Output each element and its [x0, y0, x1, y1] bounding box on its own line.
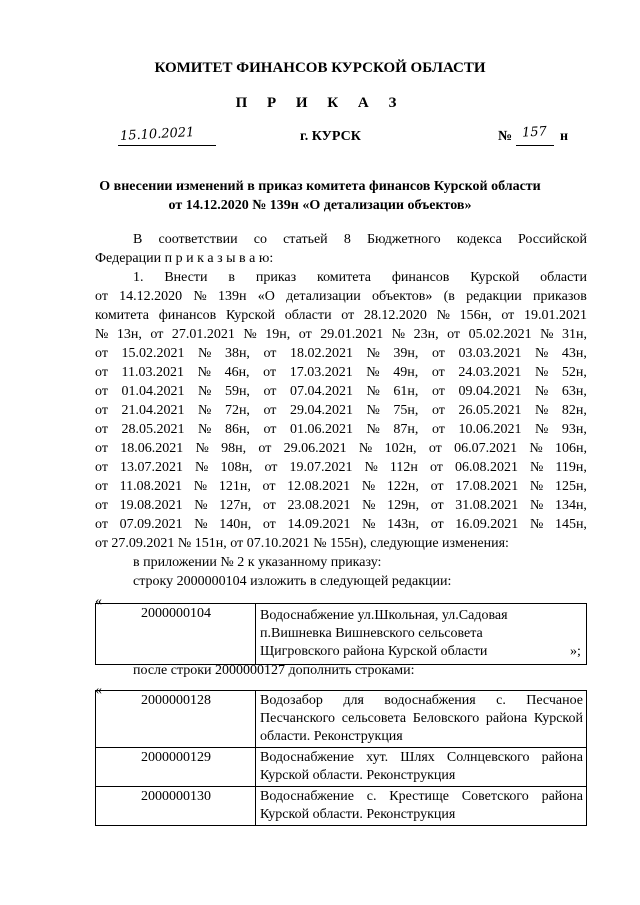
- word: от: [263, 346, 277, 361]
- word: 01.04.2021: [121, 384, 185, 399]
- word: 1.: [133, 270, 144, 285]
- word: 14.09.2021: [287, 517, 351, 532]
- body-line-6: [95, 327, 587, 346]
- word: 11.08.2021: [119, 479, 183, 494]
- word: области: [540, 270, 587, 285]
- word: Внести: [164, 270, 208, 285]
- word: 156н,: [459, 308, 492, 323]
- word: №: [198, 384, 212, 399]
- word: 07.04.2021: [289, 384, 353, 399]
- word: от: [431, 403, 445, 418]
- word: кодекса: [456, 232, 502, 247]
- word: от: [95, 460, 108, 475]
- word: 18.06.2021: [120, 441, 184, 456]
- word: 19н,: [265, 327, 291, 342]
- title-line-1: О внесении изменений в приказ комитета финансов Курской области: [99, 179, 541, 194]
- word: 122н,: [386, 479, 419, 494]
- word: 127н,: [219, 498, 252, 513]
- word: 17.08.2021: [455, 479, 519, 494]
- word: 38н,: [224, 346, 250, 361]
- word: 46н,: [224, 365, 250, 380]
- number-underline: [516, 145, 554, 146]
- word: комитета: [316, 270, 371, 285]
- word: от: [262, 498, 276, 513]
- word: 28.05.2021: [121, 422, 185, 437]
- word: №: [535, 384, 549, 399]
- word: 23н,: [413, 327, 439, 342]
- word: №: [366, 346, 380, 361]
- word: №: [436, 308, 450, 323]
- word: (в: [443, 289, 455, 304]
- word: от: [95, 365, 108, 380]
- word: 106н,: [554, 441, 587, 456]
- word: 108н,: [220, 460, 253, 475]
- word: 16.09.2021: [455, 517, 519, 532]
- word: приказов: [533, 289, 587, 304]
- word: от: [95, 498, 108, 513]
- body-line-16: [95, 517, 587, 536]
- word: от: [263, 422, 277, 437]
- word: от: [95, 517, 108, 532]
- word: Бюджетного: [366, 232, 441, 247]
- word: 15.02.2021: [121, 346, 185, 361]
- word: от: [263, 384, 277, 399]
- table-cell-description: Водозабор для водоснабжения с. Песчаное Песчанского сельсовета Беловского района Курской области. Реконструкция: [256, 691, 587, 748]
- word: от: [150, 327, 164, 342]
- word: от: [430, 498, 444, 513]
- word: от: [95, 289, 108, 304]
- word: №: [195, 460, 209, 475]
- word: от: [431, 346, 445, 361]
- word: в: [228, 270, 235, 285]
- word: 06.07.2021: [454, 441, 518, 456]
- word: от: [298, 327, 312, 342]
- word: 102н,: [384, 441, 417, 456]
- table-row: [96, 748, 587, 787]
- body-line-11: [95, 422, 587, 441]
- word: Курской: [470, 270, 520, 285]
- word: №: [366, 403, 380, 418]
- word: от: [263, 365, 277, 380]
- word: от: [501, 308, 515, 323]
- body-line-13: [95, 460, 587, 479]
- body-line-7: [95, 346, 587, 365]
- word: №: [361, 479, 376, 494]
- word: 29.04.2021: [289, 403, 353, 418]
- word: 121н,: [218, 479, 251, 494]
- word: №: [391, 327, 406, 342]
- table-cell-code: 2000000104: [96, 604, 256, 665]
- word: от: [264, 460, 278, 475]
- word: №: [529, 498, 544, 513]
- word: 52н,: [561, 365, 587, 380]
- word: соответствии: [158, 232, 238, 247]
- table-cell-code: 2000000129: [96, 748, 256, 787]
- word: от: [447, 327, 461, 342]
- word: Курской: [225, 308, 276, 323]
- word: 05.02.2021: [468, 327, 532, 342]
- body-line-9: [95, 384, 587, 403]
- word: №: [366, 422, 380, 437]
- word: со: [253, 232, 267, 247]
- word: 09.04.2021: [458, 384, 522, 399]
- body-line-17: от 27.09.2021 № 151н, от 07.10.2021 № 155н), следующие изменения:: [95, 536, 509, 551]
- word: В: [133, 232, 143, 247]
- word: 01.06.2021: [289, 422, 353, 437]
- word: 21.04.2021: [121, 403, 185, 418]
- word: №: [529, 460, 544, 475]
- word: от: [95, 479, 108, 494]
- word: 139н: [218, 289, 247, 304]
- word: 06.08.2021: [454, 460, 518, 475]
- committee-heading: КОМИТЕТ ФИНАНСОВ КУРСКОЙ ОБЛАСТИ: [154, 60, 486, 76]
- word: 61н,: [393, 384, 419, 399]
- word: детализации: [286, 289, 361, 304]
- word: №: [243, 327, 257, 342]
- word: №: [529, 479, 544, 494]
- body-line-15: [95, 498, 587, 517]
- word: №: [194, 517, 208, 532]
- word: 31н,: [561, 327, 587, 342]
- word: 72н,: [224, 403, 250, 418]
- body-line-8: [95, 365, 587, 384]
- word: 134н,: [554, 498, 587, 513]
- word: 112н: [389, 460, 418, 475]
- word: 63н,: [561, 384, 587, 399]
- body-line-2: Федерации п р и к а з ы в а ю:: [95, 251, 274, 266]
- word: №: [540, 327, 554, 342]
- body-line-10: [95, 403, 587, 422]
- word: от: [430, 479, 444, 494]
- word: 07.09.2021: [119, 517, 183, 532]
- body-line-5: [95, 308, 587, 327]
- word: от: [95, 441, 108, 456]
- table-row: [96, 787, 587, 826]
- word: от: [430, 517, 444, 532]
- word: 24.03.2021: [458, 365, 522, 380]
- word: 119н,: [555, 460, 587, 475]
- word: №: [193, 479, 208, 494]
- word: от: [95, 346, 108, 361]
- body-line-3-words: [133, 270, 587, 289]
- handwritten-date: 15.10.2021: [119, 125, 195, 144]
- word: от: [262, 479, 276, 494]
- table-cell-code: 2000000130: [96, 787, 256, 826]
- word: 59н,: [224, 384, 250, 399]
- word: №: [535, 403, 549, 418]
- word: 145н,: [554, 517, 587, 532]
- word: №: [198, 346, 212, 361]
- word: 12.08.2021: [287, 479, 351, 494]
- word: 13н,: [116, 327, 142, 342]
- word: №: [535, 422, 549, 437]
- body-line-1: [133, 232, 587, 251]
- word: от: [258, 441, 272, 456]
- table-cell-description: Водоснабжение хут. Шлях Солнцевского района Курской области. Реконструкция: [256, 748, 587, 787]
- word: 19.08.2021: [119, 498, 183, 513]
- word: 28.12.2020: [363, 308, 427, 323]
- table-row: [96, 604, 587, 665]
- word: финансов: [158, 308, 217, 323]
- quote-open-2: «: [95, 683, 102, 698]
- word: от: [431, 422, 445, 437]
- word: от: [95, 403, 108, 418]
- word: 31.08.2021: [455, 498, 519, 513]
- word: №: [529, 441, 543, 456]
- word: от: [263, 403, 277, 418]
- quote-close: »;: [570, 644, 581, 659]
- desc-line-1: Водоснабжение ул.Школьная, ул.Садовая: [260, 608, 508, 623]
- word: №: [366, 384, 380, 399]
- word: №: [535, 346, 549, 361]
- body-line-12: [95, 441, 587, 460]
- word: 29.01.2021: [320, 327, 384, 342]
- word: редакции: [466, 289, 522, 304]
- word: финансов: [391, 270, 450, 285]
- addition-table: [95, 690, 587, 826]
- word: статьей: [283, 232, 328, 247]
- after-row-text: после строки 2000000127 дополнить строками:: [133, 663, 415, 678]
- table-cell-description: Водоснабжение с. Крестище Советского района Курской области. Реконструкция: [256, 787, 587, 826]
- word: 143н,: [387, 517, 420, 532]
- word: 26.05.2021: [458, 403, 522, 418]
- word: 13.07.2021: [119, 460, 183, 475]
- quote-open-1: «: [95, 594, 102, 609]
- word: от: [431, 365, 445, 380]
- word: 129н,: [387, 498, 420, 513]
- word: 11.03.2021: [121, 365, 185, 380]
- word: от: [431, 384, 445, 399]
- body-line-18: в приложении № 2 к указанному приказу:: [133, 555, 382, 570]
- word: 87н,: [393, 422, 419, 437]
- word: 86н,: [224, 422, 250, 437]
- word: 75н,: [393, 403, 419, 418]
- word: №: [194, 498, 208, 513]
- word: №: [198, 422, 212, 437]
- word: 18.02.2021: [289, 346, 353, 361]
- word: от: [428, 441, 442, 456]
- table-cell-code: 2000000128: [96, 691, 256, 748]
- city-label: г. КУРСК: [300, 129, 361, 144]
- word: 82н,: [561, 403, 587, 418]
- word: 29.06.2021: [283, 441, 347, 456]
- doc-type-heading: П Р И К А З: [235, 95, 405, 111]
- word: комитета: [95, 308, 150, 323]
- desc-line-2: п.Вишневка Вишневского сельсовета: [260, 626, 483, 641]
- word: №: [534, 365, 549, 380]
- word: 43н,: [561, 346, 587, 361]
- word: №: [197, 365, 211, 380]
- word: приказ: [255, 270, 297, 285]
- word: от: [95, 422, 108, 437]
- word: №: [362, 517, 376, 532]
- word: 19.01.2021: [523, 308, 587, 323]
- word: 125н,: [554, 479, 587, 494]
- word: Российской: [517, 232, 587, 247]
- body-line-3: [95, 270, 587, 289]
- body-line-4: [95, 289, 587, 308]
- word: №: [195, 441, 209, 456]
- number-suffix: н: [560, 129, 569, 144]
- word: от: [429, 460, 443, 475]
- word: 27.01.2021: [171, 327, 235, 342]
- word: №: [193, 289, 207, 304]
- replacement-table: [95, 603, 587, 665]
- word: 93н,: [561, 422, 587, 437]
- body-line-19: строку 2000000104 изложить в следующей редакции:: [133, 574, 452, 589]
- word: 49н,: [393, 365, 419, 380]
- word: 23.08.2021: [287, 498, 351, 513]
- word: 140н,: [219, 517, 252, 532]
- word: 17.03.2021: [289, 365, 353, 380]
- word: №: [364, 460, 378, 475]
- word: от: [95, 384, 108, 399]
- word: №: [529, 517, 544, 532]
- number-prefix: №: [498, 129, 513, 144]
- word: области: [284, 308, 332, 323]
- word: №: [362, 498, 376, 513]
- handwritten-number: 157: [521, 124, 548, 141]
- word: №: [366, 365, 380, 380]
- word: №: [198, 403, 212, 418]
- word: №: [95, 327, 109, 342]
- word: 14.12.2020: [119, 289, 183, 304]
- word: 10.06.2021: [458, 422, 522, 437]
- word: 8: [343, 232, 351, 247]
- word: объектов»: [372, 289, 433, 304]
- word: №: [358, 441, 373, 456]
- word: «О: [257, 289, 275, 304]
- word: 03.03.2021: [458, 346, 522, 361]
- word: от: [262, 517, 276, 532]
- word: 98н,: [221, 441, 247, 456]
- body-line-14: [95, 479, 587, 498]
- table-row: [96, 691, 587, 748]
- table-cell-description: [256, 604, 587, 665]
- title-line-2: от 14.12.2020 № 139н «О детализации объектов»: [168, 198, 472, 213]
- date-underline: [118, 145, 216, 146]
- word: 39н,: [393, 346, 419, 361]
- word: 19.07.2021: [289, 460, 353, 475]
- word: от: [341, 308, 355, 323]
- desc-line-3: Щигровского района Курской области: [260, 644, 488, 659]
